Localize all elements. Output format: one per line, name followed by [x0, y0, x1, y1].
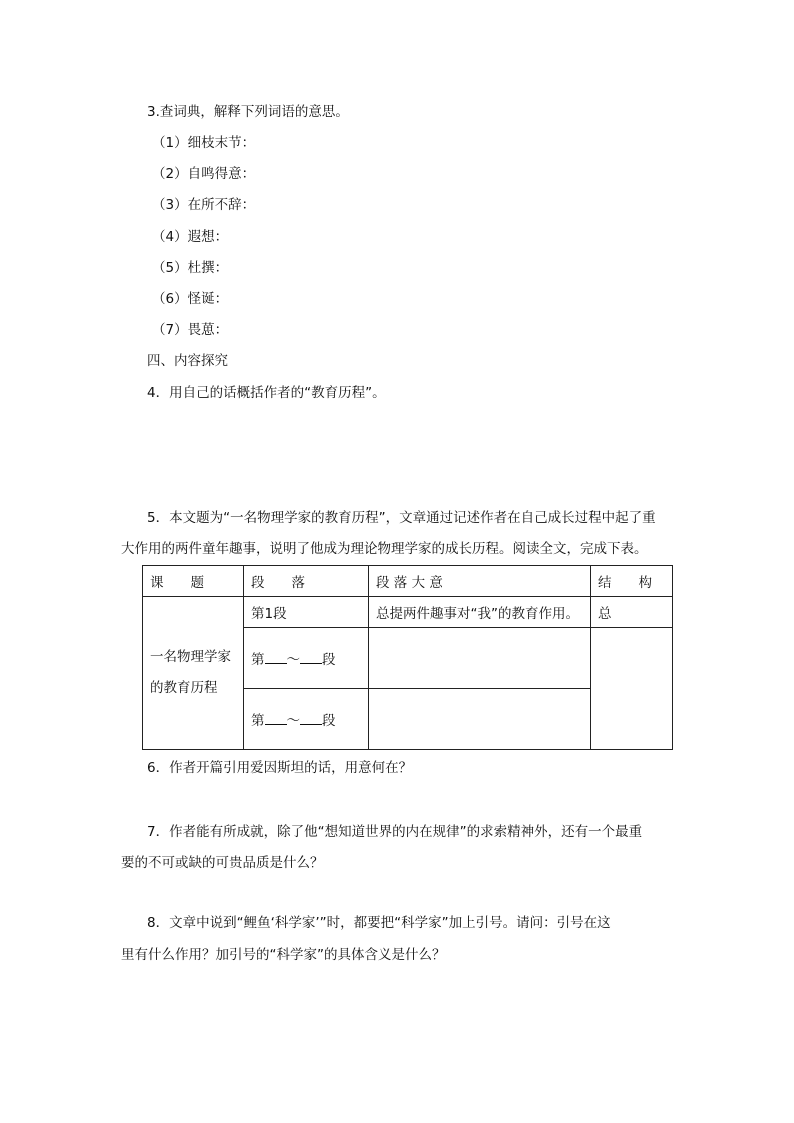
- row1-structure: 总: [591, 597, 673, 628]
- row3-prefix: 第: [251, 713, 265, 729]
- q8-text-line1: 8．文章中说到“鲤鱼‘科学家’”时，都要把“科学家”加上引号。请问：引号在这: [147, 915, 611, 931]
- q7-text-line2: 要的不可或缺的可贵品质是什么？: [121, 855, 324, 871]
- row2-blank-end[interactable]: [300, 651, 322, 664]
- row3-summary-blank[interactable]: [369, 689, 591, 750]
- header-summary: 段 落 大 意: [369, 566, 591, 597]
- lesson-title-line2: 的教育历程: [150, 680, 218, 696]
- header-paragraph: 段 落: [244, 566, 369, 597]
- header-structure: 结 构: [591, 566, 673, 597]
- row2-suffix: 段: [322, 652, 336, 668]
- q5-text-line2: 大作用的两件童年趣事，说明了他成为理论物理学家的成长历程。阅读全文，完成下表。: [121, 541, 648, 557]
- q8-text-line2: 里有什么作用？加引号的“科学家”的具体含义是什么？: [121, 947, 446, 963]
- row3-paragraph[interactable]: [244, 689, 369, 750]
- q3-item-4: （4）遐想：: [152, 229, 229, 245]
- row2-summary-blank[interactable]: [369, 628, 591, 689]
- row3-blank-end[interactable]: [300, 712, 322, 725]
- row2-prefix: 第: [251, 652, 265, 668]
- table-header-row: [143, 566, 673, 597]
- row1-summary: 总提两件趣事对“我”的教育作用。: [369, 597, 591, 628]
- outline-table: [142, 565, 673, 750]
- q3-title: 3.查词典，解释下列词语的意思。: [147, 104, 349, 120]
- row3-tilde: ～: [286, 713, 300, 729]
- q6-text: 6．作者开篇引用爱因斯坦的话，用意何在？: [147, 760, 413, 776]
- q3-item-3: （3）在所不辞：: [152, 197, 256, 213]
- section-heading: 四、内容探究: [147, 353, 228, 369]
- header-title: 课 题: [143, 566, 244, 597]
- q7-text-line1: 7．作者能有所成就，除了他“想知道世界的内在规律”的求索精神外，还有一个最重: [147, 824, 643, 840]
- row2-tilde: ～: [286, 652, 300, 668]
- q3-item-6: （6）怪诞：: [152, 291, 229, 307]
- table-row: [143, 597, 673, 628]
- q3-item-7: （7）畏葸：: [152, 322, 229, 338]
- row3-blank-start[interactable]: [265, 712, 287, 725]
- q3-item-1: （1）细枝末节：: [152, 135, 256, 151]
- q5-text-line1: 5．本文题为“一名物理学家的教育历程”，文章通过记述作者在自己成长过程中起了重: [147, 510, 656, 526]
- q3-item-5: （5）杜撰：: [152, 260, 229, 276]
- row1-paragraph: 第1段: [244, 597, 369, 628]
- q4-text: 4．用自己的话概括作者的“教育历程”。: [147, 385, 386, 401]
- row2-blank-start[interactable]: [265, 651, 287, 664]
- q3-item-2: （2）自鸣得意：: [152, 166, 256, 182]
- row2-paragraph[interactable]: [244, 628, 369, 689]
- row23-structure-blank[interactable]: [591, 628, 673, 750]
- lesson-title-line1: 一名物理学家: [150, 649, 231, 665]
- lesson-title-cell: [143, 597, 244, 750]
- row3-suffix: 段: [322, 713, 336, 729]
